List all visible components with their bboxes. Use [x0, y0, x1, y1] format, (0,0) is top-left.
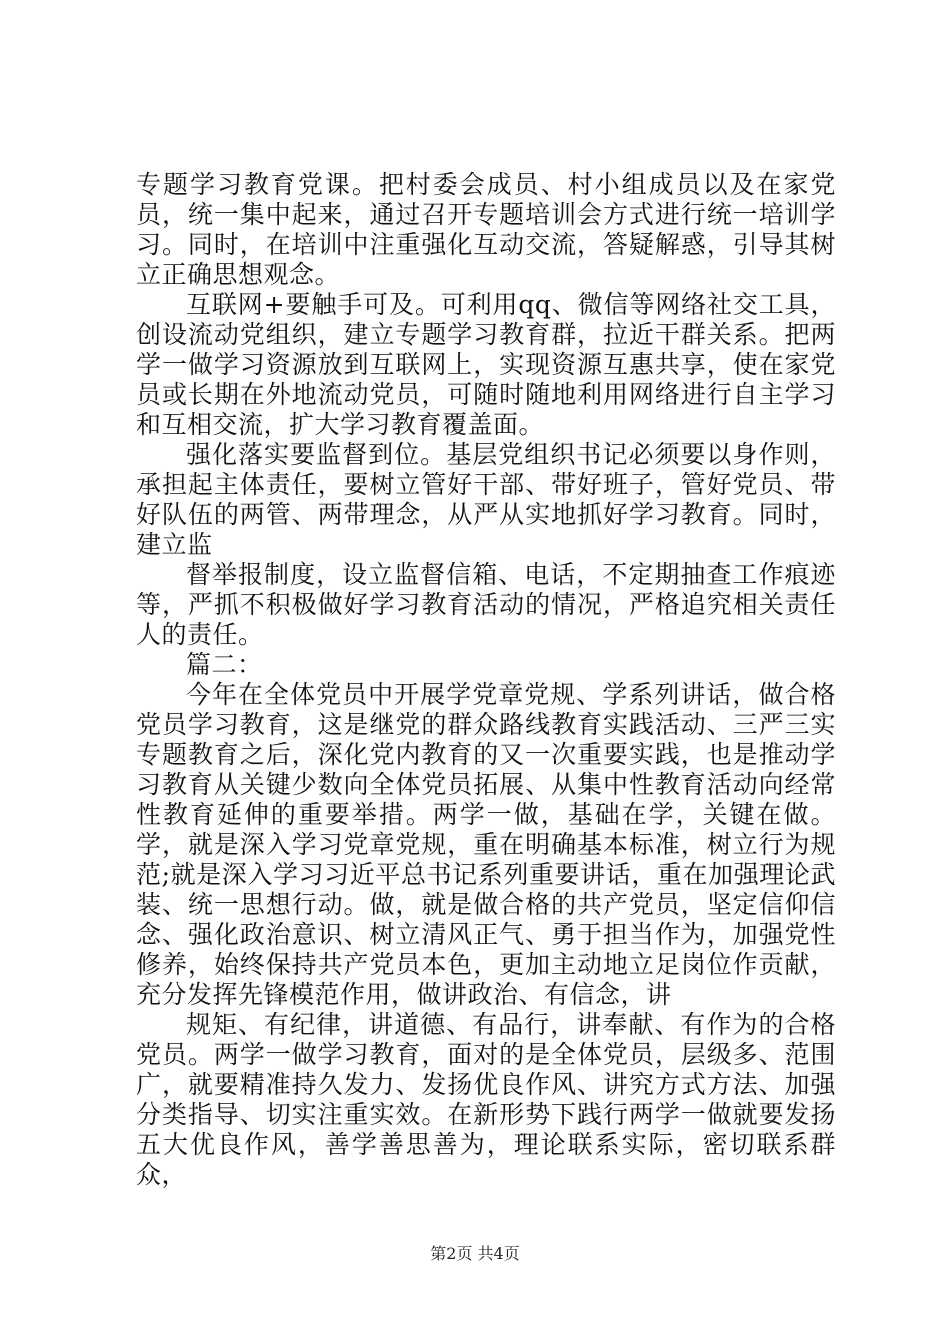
paragraph-1: 专题学习教育党课。把村委会成员、村小组成员以及在家党员，统一集中起来，通过召开专题培训会方式进行统一培训学习。同时，在培训中注重强化互动交流，答疑解惑，引导其树立正确思想观念。	[136, 170, 836, 289]
document-body	[136, 170, 836, 1190]
page-number-footer: 第2页 共4页	[430, 1244, 520, 1263]
paragraph-3: 强化落实要监督到位。基层党组织书记必须要以身作则，承担起主体责任，要树立管好干部、带好班子，管好党员、带好队伍的两管、两带理念，从严从实地抓好学习教育。同时，建立监	[136, 440, 836, 559]
paragraph-7: 规矩、有纪律，讲道德、有品行，讲奉献、有作为的合格党员。两学一做学习教育，面对的是全体党员，层级多、范围广，就要精准持久发力、发扬优良作风、讲究方式方法、加强分类指导、切实注重实效。在新形势下践行两学一做就要发扬五大优良作风，善学善思善为，理论联系实际，密切联系群众，	[136, 1010, 836, 1189]
paragraph-6: 今年在全体党员中开展学党章党规、学系列讲话，做合格党员学习教育，这是继党的群众路线教育实践活动、三严三实专题教育之后，深化党内教育的又一次重要实践，也是推动学习教育从关键少数向全体党员拓展、从集中性教育活动向经常性教育延伸的重要举措。两学一做，基础在学，关键在做。学，就是深入学习党章党规，重在明确基本标准，树立行为规范;就是深入学习习近平总书记系列重要讲话，重在加强理论武装、统一思想行动。做，就是做合格的共产党员，坚定信仰信念、强化政治意识、树立清风正气、勇于担当作为，加强党性修养，始终保持共产党员本色，更加主动地立足岗位作贡献，充分发挥先锋模范作用，做讲政治、有信念，讲	[136, 680, 836, 1009]
paragraph-2: 互联网+要触手可及。可利用qq、微信等网络社交工具，创设流动党组织，建立专题学习教育群，拉近干群关系。把两学一做学习资源放到互联网上，实现资源互惠共享，使在家党员或长期在外地流动党员，可随时随地利用网络进行自主学习和互相交流，扩大学习教育覆盖面。	[136, 290, 836, 439]
paragraph-4: 督举报制度，设立监督信箱、电话，不定期抽查工作痕迹等，严抓不积极做好学习教育活动的情况，严格追究相关责任人的责任。	[136, 560, 836, 649]
section-heading: 篇二：	[186, 650, 263, 679]
